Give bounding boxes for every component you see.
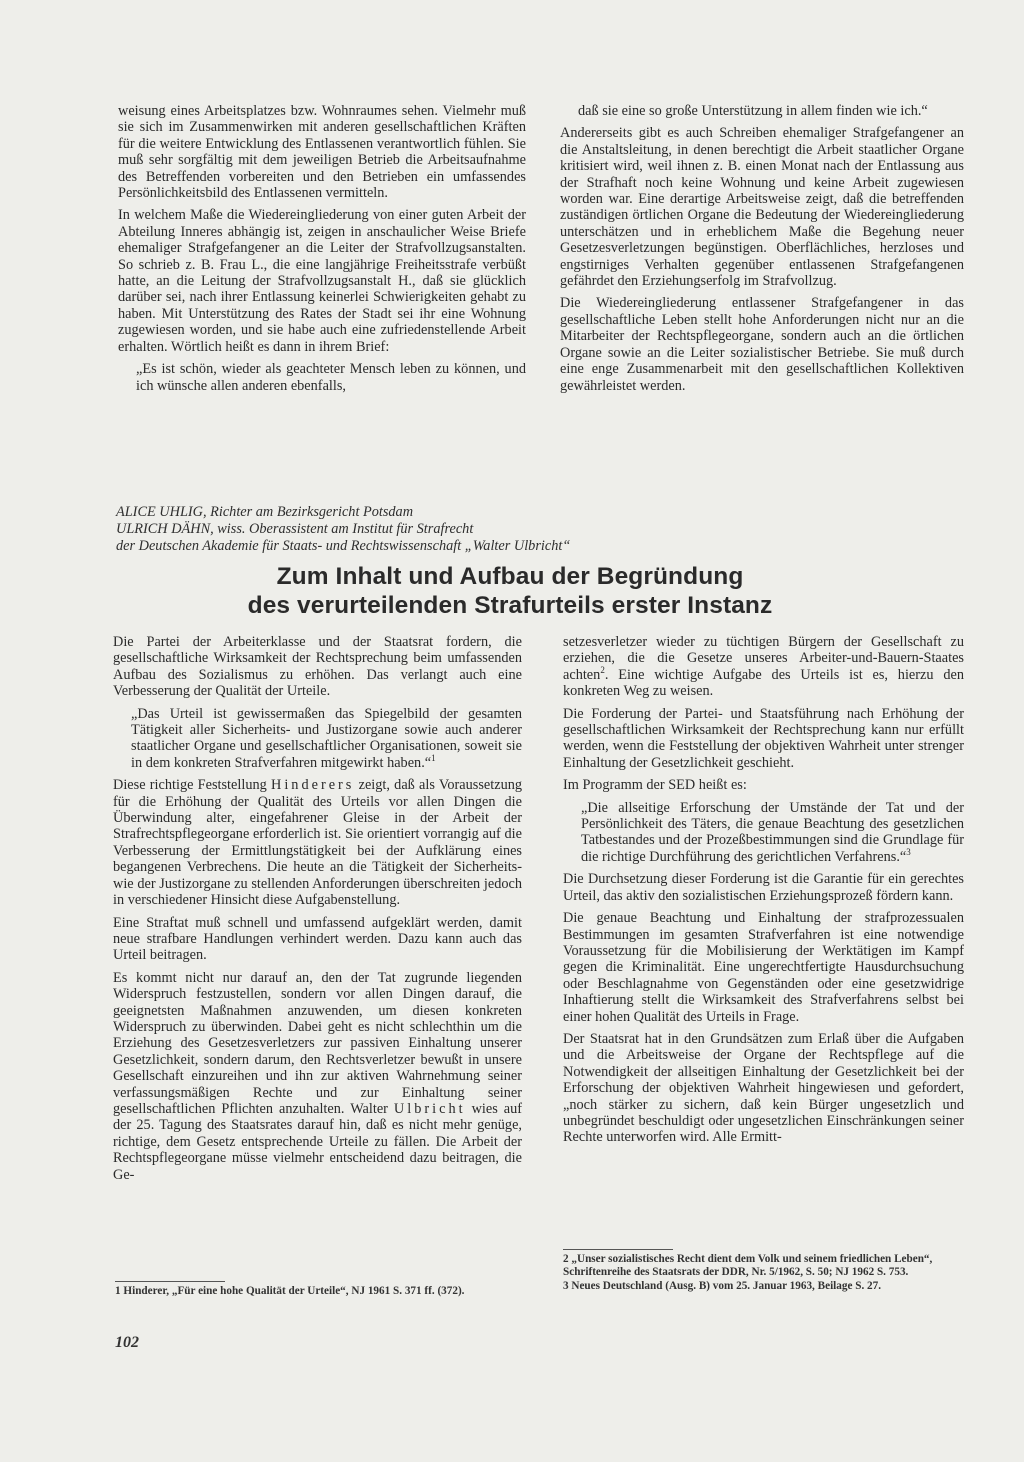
article-left-column — [113, 634, 522, 1189]
letter-quote-end: daß sie eine so große Unterstützung in allem finden wie ich.“ — [578, 103, 928, 119]
footnote-divider — [115, 1281, 225, 1282]
paragraph: Andererseits gibt es auch Schreiben ehemaliger Strafgefangener an die Anstaltsleitung, in denen berechtigt die Arbeit staatlicher Organe kritisiert wird, weil ihnen z. B. einen Monat nach der Entlassung aus der Strafhaft noch keine Wohnung und keine Arbeit zugewiesen worden war. Eine derartige Arbeitsweise zeigt, daß die betreffenden zuständigen örtlichen Organe die Bedeutung der Wiedereingliederung unterschätzen und in erheblichem Maße die Begehung neuer Gesetzesverletzungen begünstigen. Oberflächliches, herzloses und engstirniges Verhalten gegenüber entlassenen Strafgefangenen gefährdet den Erziehungserfolg im Strafvollzug. — [560, 125, 964, 290]
paragraph: setzesverletzer wieder zu tüchtigen Bürgern der Gesellschaft zu erziehen, die die Gesetze unseres Arbeiter-und-Bauern-Staates achten$^2$. Eine wichtige Aufgabe des Urteils ist es, hierzu den konkreten Weg zu weisen. — [563, 634, 964, 700]
hinderer-quote: „Das Urteil ist gewissermaßen das Spiegelbild der gesamten Tätigkeit aller Sicherheits- und Justizorgane sowie auch anderer staatlicher Organe und gesellschaftlicher Organisationen, soweit sie in dem konkreten Strafverfahren mitgewirkt haben.“$^1$ — [131, 705, 522, 771]
author-line: der Deutschen Akademie für Staats- und Rechtswissenschaft „Walter Ulbricht“ — [116, 537, 571, 554]
paragraph: Die Forderung der Partei- und Staatsführung nach Erhöhung der gesellschaftlichen Wirksamkeit der Rechtsprechung kann nur erfüllt werden, wenn die Feststellung der objektiven Wahrheit unter strenger Einhaltung der Gesetzlichkeit geschieht. — [563, 705, 964, 771]
letter-quote: „Es ist schön, wieder als geachteter Mensch leben zu können, und ich wünsche allen anderen ebenfalls, — [136, 361, 526, 394]
footnote: 1 Hinderer, „Für eine hohe Qualität der Urteile“, NJ 1961 S. 371 ff. (372). — [115, 1285, 465, 1297]
footnote-ref: 3 — [906, 847, 911, 858]
paragraph: Diese richtige Feststellung Hinderers zeigt, daß als Voraussetzung für die Erhöhung der Qualität des Urteils vor allen Dingen die Überwindung alter, eingefahrener Gleise in der Arbeit der Strafrechtspflegeorgane erforderlich ist. Sie orientiert vorrangig auf die Verbesserung der Ermittlungstätigkeit bei der Aufklärung eines begangenen Verbrechens. Die heute an die Tätigkeit der Sicherheits- wie der Justizorgane zu stellenden Anforderungen überschreiten jedoch in verschiedener Hinsicht diese Aufgabenstellung. — [113, 777, 523, 909]
author-block — [116, 504, 736, 554]
footnote-ref: 1 — [431, 753, 436, 764]
footnote: 3 Neues Deutschland (Ausg. B) vom 25. Januar 1963, Beilage S. 27. — [563, 1279, 882, 1292]
article-right-column — [563, 634, 964, 1152]
spaced-name: Hinderers — [271, 777, 355, 794]
spaced-name: Ulbricht — [393, 1100, 466, 1117]
article-title — [160, 562, 860, 620]
paragraph: Im Programm der SED heißt es: — [563, 777, 747, 794]
paragraph: Eine Straftat muß schnell und umfassend aufgeklärt werden, damit neue strafbare Handlungen verhindert werden. Dazu kann auch das Urteil beitragen. — [113, 914, 522, 964]
page-number: 102 — [115, 1334, 139, 1351]
paragraph: weisung eines Arbeitsplatzes bzw. Wohnraumes sehen. Vielmehr muß sie sich im Zusammenwirken mit anderen gesellschaftlichen Kräften für die weitere Entwicklung des Entlassenen verantwortlich fühlen. Sie muß sehr sorgfältig mit dem jeweiligen Betrieb die Arbeitsaufnahme des Betreffenden vorbereiten und den Betrieben ein umfassendes Persönlichkeitsbild des Entlassenen vermitteln. — [118, 103, 526, 202]
paragraph: Es kommt nicht nur darauf an, den der Tat zugrunde liegenden Widerspruch festzustellen, sondern vor allen Dingen darauf, die geeignetsten Maßnahmen anzuwenden, um diesen konkreten Widerspruch zu überwinden. Dabei geht es nicht schlechthin um die Erziehung des Gesetzesverletzers zur passiven Einhaltung unserer Gesetzlichkeit, sondern darum, den Rechtsverletzer bewußt in unsere Gesellschaft einzureihen und ihn zur aktiven Wahrnehmung seiner verfassungsmäßigen Rechte und zur Einhaltung seiner gesellschaftlichen Pflichten anzuhalten. Walter Ulbricht wies auf der 25. Tagung des Staatsrates darauf hin, daß es nicht mehr genüge, richtige, dem Gesetz entsprechende Urteile zu fällen. Die Arbeit der Rechtspflegeorgane müsse vielmehr entscheidend dazu beitragen, die Ge- — [113, 969, 522, 1183]
prev-article-right-column — [560, 103, 964, 400]
prev-article-left-column — [118, 103, 526, 400]
footnote: 2 „Unser sozialistisches Recht dient dem Volk und seinem friedlichen Leben“, Schriftenreihe des Staatsrats der DDR, Nr. 5/1962, S. 50; NJ 1962 S. 753. — [563, 1253, 933, 1278]
paragraph: Die Wiedereingliederung entlassener Strafgefangener in das gesellschaftliche Leben stellt hohe Anforderungen nicht nur an die Mitarbeiter der Rechtspflegeorgane, sondern auch an die örtlichen Organe sowie an die Leiter sozialistischer Betriebe. Sie muß durch eine enge Zusammenarbeit mit den gesellschaftlichen Kollektiven gewährleistet werden. — [560, 295, 964, 394]
paragraph: Die genaue Beachtung und Einhaltung der strafprozessualen Bestimmungen im gesamten Strafverfahren ist eine notwendige Voraussetzung für die Mobilisierung der Werktätigen im Kampf gegen die Kriminalität. Eine ungerechtfertigte Hausdurchsuchung oder Beschlagnahme von Gegenständen oder eine gesetzwidrige Inhaftierung stellt die Wirksamkeit des Strafverfahrens selbst bei einer hohen Qualität des Urteils in Frage. — [563, 910, 964, 1025]
footnotes-right — [563, 1253, 964, 1293]
paragraph: Die Partei der Arbeiterklasse und der Staatsrat fordern, die gesellschaftliche Wirksamkeit der Rechtsprechung beim umfassenden Aufbau des Sozialismus zu erhöhen. Das verlangt auch eine Verbesserung der Qualität der Urteile. — [113, 634, 522, 700]
author-line: ALICE UHLIG, Richter am Bezirksgericht Potsdam — [116, 504, 414, 520]
paragraph: Der Staatsrat hat in den Grundsätzen zum Erlaß über die Aufgaben und die Arbeitsweise der Organe der Rechtspflege auf die Notwendigkeit der allseitigen Einhaltung der Gesetzlichkeit bei der Erforschung der objektiven Wahrheit hingewiesen und gefordert, „noch stärker zu sichern, daß kein Bürger ungesetzlich und unbegründet beschuldigt oder ungesetzlichen Einschränkungen seiner Rechte unterworfen wird. Alle Ermitt- — [563, 1030, 964, 1146]
footnote-divider — [563, 1249, 673, 1250]
footnote-ref: 2 — [600, 665, 605, 676]
paragraph: In welchem Maße die Wiedereingliederung von einer guten Arbeit der Abteilung Inneres abhängig ist, zeigen in anschaulicher Weise Briefe ehemaliger Strafgefangener an die Leiter der Strafvollzugsanstalten. So schrieb z. B. Frau L., die eine langjährige Freiheitsstrafe verbüßt hatte, an die Leitung der Strafvollzugsanstalt H., daß sie glücklich darüber sei, nach ihrer Entlassung keinerlei Schwierigkeiten gehabt zu haben. Mit Unterstützung des Rates der Stadt sei ihr eine Wohnung zugewiesen worden, und sie habe auch eine zufriedenstellende Arbeit erhalten. Wörtlich heißt es dann in ihrem Brief: — [118, 207, 526, 355]
sed-program-quote: „Die allseitige Erforschung der Umstände der Tat und der Persönlichkeit des Täters, die genaue Beachtung des gesetzlichen Tatbestandes und der Prozeßbestimmungen sind die Grundlage für die richtige Durchführung des gerichtlichen Verfahrens.“$^3$ — [581, 799, 964, 865]
title-line: Zum Inhalt und Aufbau der Begründung — [276, 563, 744, 590]
title-line: des verurteilenden Strafurteils erster Instanz — [247, 592, 773, 619]
paragraph: Die Durchsetzung dieser Forderung ist die Garantie für ein gerechtes Urteil, das aktiv den sozialistischen Erziehungsprozeß fördern kann. — [563, 871, 964, 904]
author-line: ULRICH DÄHN, wiss. Oberassistent am Institut für Strafrecht — [116, 520, 474, 537]
footnotes-left — [115, 1285, 515, 1299]
